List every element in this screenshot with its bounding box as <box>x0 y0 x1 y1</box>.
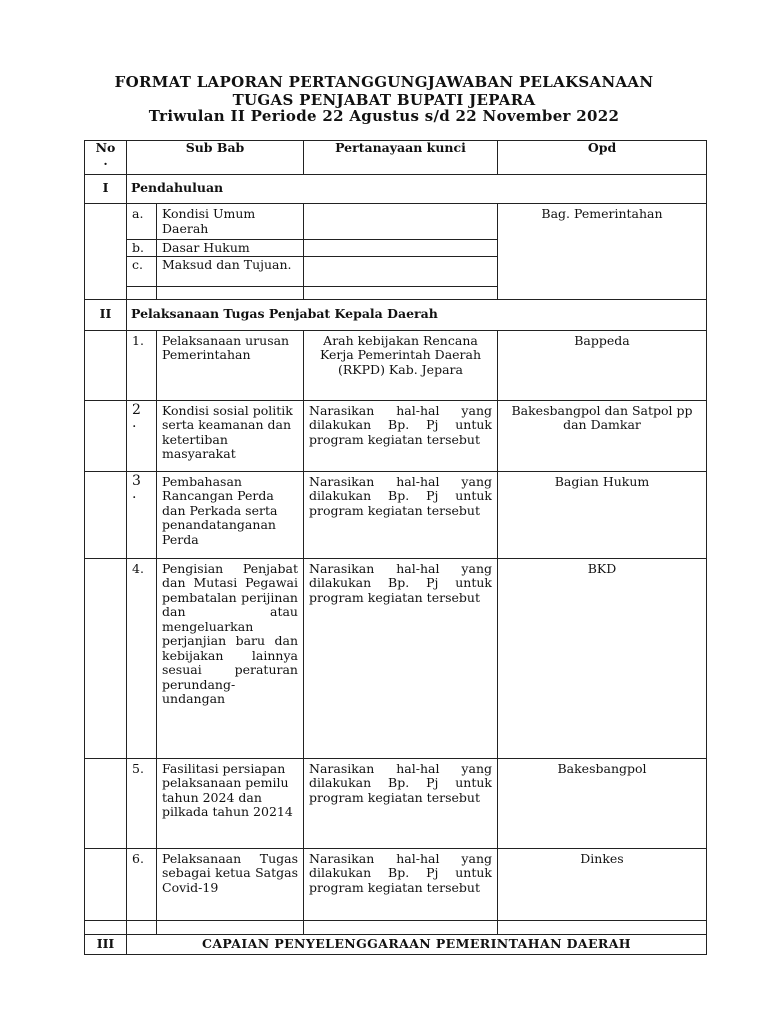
row-question: Narasikan hal-hal yang dilakukan Bp. Pj untuk program kegiatan tersebut <box>304 848 498 920</box>
empty-cell <box>157 920 304 934</box>
row-subject: Pembahasan Rancangan Perda dan Perkada serta penandatanganan Perda <box>157 471 304 558</box>
row-number: 2 . <box>127 400 157 471</box>
row-opd: Bagian Hukum <box>498 471 707 558</box>
table-row <box>85 330 707 400</box>
row-subject: Kondisi sosial politik serta keamanan dan ketertiban masyarakat <box>157 400 304 471</box>
section-number: II <box>85 299 127 330</box>
row-subject: Fasilitasi persiapan pelaksanaan pemilu tahun 2024 dan pilkada tahun 20214 <box>157 758 304 848</box>
row-opd: BKD <box>498 558 707 758</box>
empty-cell <box>85 204 127 300</box>
empty-cell <box>85 758 127 848</box>
empty-cell <box>498 920 707 934</box>
row-subject: Pelaksanaan urusan Pemerintahan <box>157 330 304 400</box>
row-opd: Bakesbangpol <box>498 758 707 848</box>
document-title-line-1: FORMAT LAPORAN PERTANGGUNGJAWABAN PELAKSANAAN <box>114 73 654 91</box>
section-number: I <box>85 175 127 204</box>
section-title: Pelaksanaan Tugas Penjabat Kepala Daerah <box>127 299 707 330</box>
table-row <box>85 848 707 920</box>
header-pertanyaan-kunci: Pertanayaan kunci <box>304 141 498 175</box>
row-letter: c. <box>127 256 157 286</box>
table-row <box>85 204 707 240</box>
row-number: 5. <box>127 758 157 848</box>
empty-cell <box>85 330 127 400</box>
empty-cell <box>85 558 127 758</box>
row-subject: Kondisi Umum Daerah <box>157 204 304 240</box>
table-row <box>85 471 707 558</box>
document-title-line-2: TUGAS PENJABAT BUPATI JEPARA <box>232 91 536 109</box>
header-opd: Opd <box>498 141 707 175</box>
row-question: Narasikan hal-hal yang dilakukan Bp. Pj untuk program kegiatan tersebut <box>304 558 498 758</box>
row-opd: Bakesbangpol dan Satpol pp dan Damkar <box>498 400 707 471</box>
row-question: Arah kebijakan Rencana Kerja Pemerintah Daerah (RKPD) Kab. Jepara <box>304 330 498 400</box>
header-sub-bab: Sub Bab <box>127 141 304 175</box>
row-number: 6. <box>127 848 157 920</box>
header-no: No . <box>85 141 127 175</box>
row-subject: Maksud dan Tujuan. <box>157 256 304 286</box>
section-row-1 <box>85 175 707 204</box>
row-question <box>304 256 498 286</box>
empty-cell <box>85 920 127 934</box>
row-opd: Dinkes <box>498 848 707 920</box>
row-subject: Pengisian Penjabat dan Mutasi Pegawai pembatalan perijinan dan atau mengeluarkan perjanjian baru dan kebijakan lainnya sesuai peraturan perundang-undangan <box>157 558 304 758</box>
row-question: Narasikan hal-hal yang dilakukan Bp. Pj untuk program kegiatan tersebut <box>304 400 498 471</box>
row-subject: Pelaksanaan Tugas sebagai ketua Satgas Covid-19 <box>157 848 304 920</box>
table-row <box>85 558 707 758</box>
section-row-2 <box>85 299 707 330</box>
empty-cell <box>304 920 498 934</box>
table-row <box>85 758 707 848</box>
row-question: Narasikan hal-hal yang dilakukan Bp. Pj untuk program kegiatan tersebut <box>304 471 498 558</box>
empty-cell <box>304 286 498 299</box>
row-number: 3 . <box>127 471 157 558</box>
section-title: CAPAIAN PENYELENGGARAAN PEMERINTAHAN DAERAH <box>127 934 707 954</box>
table-row <box>85 400 707 471</box>
document-title-line-3: Triwulan II Periode 22 Agustus s/d 22 November 2022 <box>148 107 620 125</box>
row-question <box>304 240 498 257</box>
row-question <box>304 204 498 240</box>
row-question: Narasikan hal-hal yang dilakukan Bp. Pj untuk program kegiatan tersebut <box>304 758 498 848</box>
section-title: Pendahuluan <box>127 175 707 204</box>
empty-cell <box>157 286 304 299</box>
row-number: 1. <box>127 330 157 400</box>
report-table <box>84 140 707 955</box>
row-opd: Bag. Pemerintahan <box>498 204 707 300</box>
row-opd: Bappeda <box>498 330 707 400</box>
row-subject: Dasar Hukum <box>157 240 304 257</box>
table-header-row <box>85 141 707 175</box>
empty-cell <box>85 848 127 920</box>
section-row-3 <box>85 934 707 954</box>
empty-cell <box>85 400 127 471</box>
row-number: 4. <box>127 558 157 758</box>
row-letter: b. <box>127 240 157 257</box>
row-letter: a. <box>127 204 157 240</box>
spacer-row <box>85 920 707 934</box>
empty-cell <box>85 471 127 558</box>
section-number: III <box>85 934 127 954</box>
empty-cell <box>127 286 157 299</box>
empty-cell <box>127 920 157 934</box>
